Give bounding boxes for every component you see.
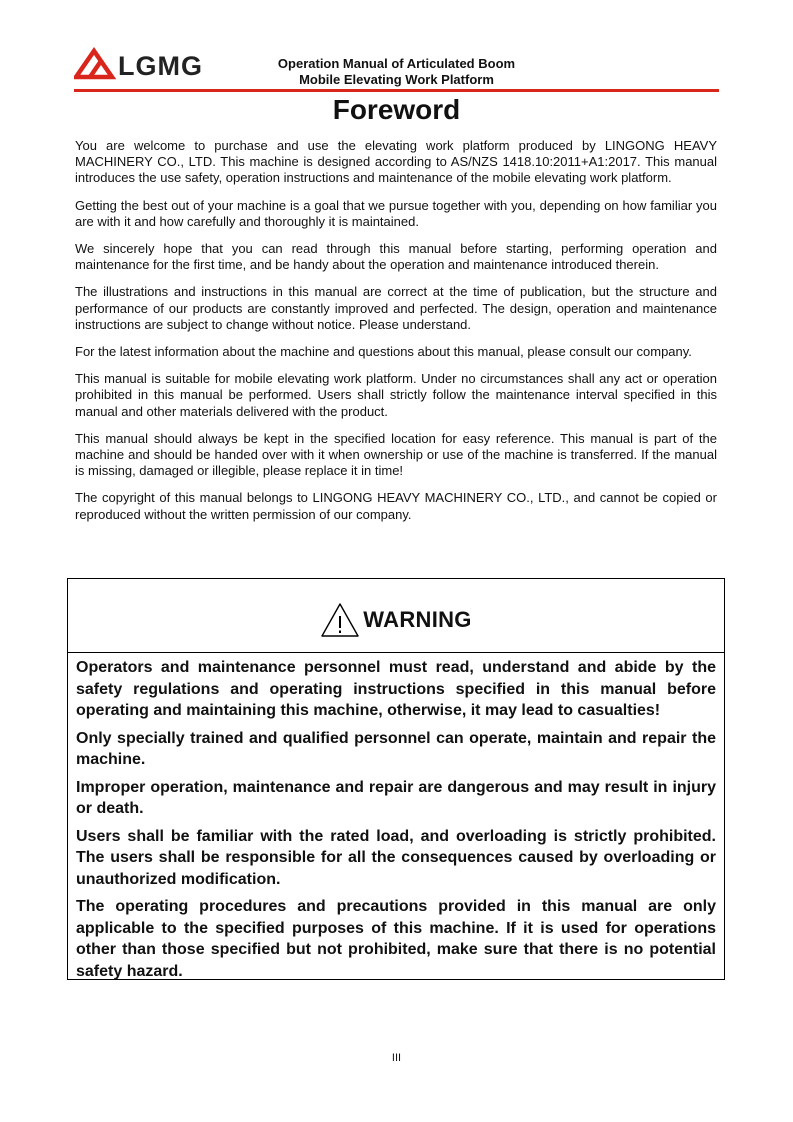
paragraph: This manual is suitable for mobile elevating work platform. Under no circumstances shall any act or operation prohibited in this manual be performed. Users shall strictly follow the maintenance interval specified in this manual and other materials delivered with the product.: [75, 371, 717, 419]
paragraph: We sincerely hope that you can read through this manual before starting, performing operation and maintenance for the first time, and be handy about the operation and maintenance introduced therein.: [75, 241, 717, 273]
foreword-body: [75, 138, 717, 534]
svg-text:LGMG: LGMG: [118, 51, 203, 81]
paragraph: You are welcome to purchase and use the elevating work platform produced by LINGONG HEAVY MACHINERY CO., LTD. This machine is designed according to AS/NZS 1418.10:2011+A1:2017. This manual introduces the use safety, operation instructions and maintenance of the mobile elevating work platform.: [75, 138, 717, 186]
warning-box: [67, 578, 725, 980]
manual-title-line-1: Operation Manual of Articulated Boom: [277, 56, 516, 71]
warning-header: [68, 579, 724, 653]
warning-item: Improper operation, maintenance and repair are dangerous and may result in injury or death.: [76, 778, 716, 817]
warning-item: Users shall be familiar with the rated load, and overloading is strictly prohibited. The users shall be responsible for all the consequences caused by overloading or unauthorized modification.: [76, 827, 716, 888]
page-number: III: [391, 1052, 402, 1064]
paragraph: Getting the best out of your machine is a goal that we pursue together with you, depending on how familiar you are with it and how carefully and thoroughly it is maintained.: [75, 197, 717, 229]
warning-item: Only specially trained and qualified personnel can operate, maintain and repair the machine.: [76, 729, 716, 768]
warning-title: WARNING: [363, 606, 472, 632]
warning-triangle-icon: [320, 602, 360, 638]
lgmg-logo: [74, 46, 214, 82]
page-title: Foreword: [332, 94, 461, 125]
warning-item: Operators and maintenance personnel must read, understand and abide by the safety regulations and operating instructions specified in this manual before operating and maintaining this machine, otherwise, it may lead to casualties!: [76, 659, 716, 719]
paragraph: This manual should always be kept in the specified location for easy reference. This manual is part of the machine and should be handed over with it when ownership or use of the machine is transferred. If the manual is missing, damaged or illegible, please replace it in time!: [75, 430, 717, 479]
warning-item: The operating procedures and precautions provided in this manual are only applicable to the specified purposes of this machine. If it is used for operations other than those specified but not prohibited, make sure that there is no potential safety hazard.: [76, 898, 716, 980]
paragraph: The illustrations and instructions in this manual are correct at the time of publication, but the structure and performance of our products are constantly improved and perfected. The design, operation and maintenance instructions are subject to change without notice. Please understand.: [75, 284, 717, 332]
manual-title: [224, 56, 569, 87]
page-header: [74, 46, 719, 92]
manual-title-line-2: Mobile Elevating Work Platform: [299, 71, 494, 87]
paragraph: The copyright of this manual belongs to LINGONG HEAVY MACHINERY CO., LTD., and cannot be copied or reproduced without the written permission of our company.: [75, 490, 717, 522]
paragraph: For the latest information about the machine and questions about this manual, please consult our company.: [75, 344, 692, 360]
warning-list: [68, 653, 724, 982]
